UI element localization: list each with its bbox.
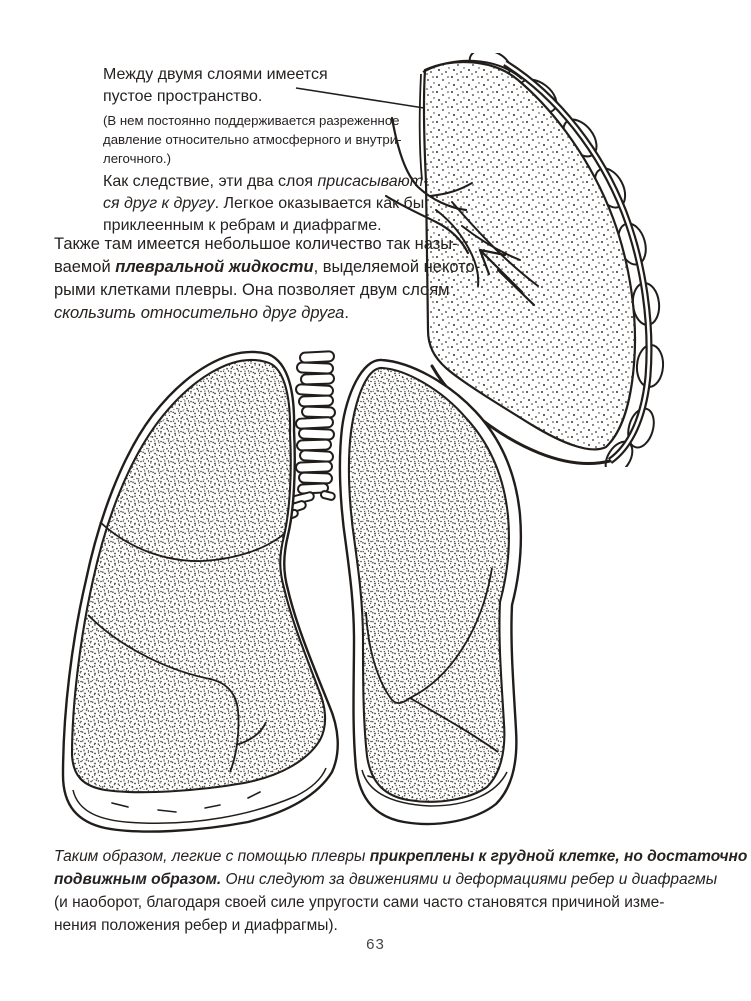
pleura-annotation-paragraph — [103, 64, 433, 237]
text-line — [103, 149, 433, 168]
left-lung — [72, 360, 325, 792]
pleural-fluid-paragraph — [54, 233, 481, 325]
text-line — [54, 845, 748, 868]
text-segment: Между двумя слоями имеется — [103, 66, 328, 83]
text-segment-italic: Таким образом, легкие с помощью плевры — [54, 848, 370, 865]
text-line — [103, 193, 433, 215]
page-number: 63 — [366, 936, 385, 953]
text-segment-italic: ся друг к другу — [103, 195, 215, 212]
text-line — [54, 302, 454, 325]
text-line — [54, 279, 454, 302]
text-segment-bold-italic: прикреплены к грудной клетке, но достаточно — [369, 848, 748, 865]
text-segment: пустое пространство. — [103, 88, 263, 105]
text-line — [54, 233, 458, 256]
text-segment-italic: скользить относительно друг друга — [54, 304, 345, 322]
text-segment: . Легкое оказывается как бы — [214, 195, 425, 212]
text-line — [54, 868, 718, 891]
text-segment: давление относительно атмосферного и внутри- — [103, 132, 402, 147]
text-segment: нения положения ребер и диафрагмы). — [54, 917, 338, 934]
text-segment: (и наоборот, благодаря своей силе упругости сами часто становятся причиной изме- — [54, 894, 665, 911]
text-line — [103, 171, 433, 193]
text-segment: Как следствие, эти два слоя — [103, 173, 318, 190]
text-segment-italic: Они следуют за движениями и деформациями ребер и диафрагмы — [225, 871, 718, 888]
text-segment-italic: присасывают- — [317, 173, 429, 190]
text-segment: Также там имеется небольшое количество так назы- — [54, 235, 458, 253]
text-line — [103, 64, 433, 86]
lungs-trachea-figure — [55, 345, 537, 840]
text-segment: , выделяемой некото- — [313, 258, 481, 276]
text-line — [103, 130, 433, 149]
text-segment: ваемой — [54, 258, 116, 276]
text-segment-bold-italic: плевральной жидкости — [115, 258, 314, 276]
text-segment: приклеенным к ребрам и диафрагме. — [103, 217, 382, 234]
text-segment-bold-italic: подвижным образом. — [54, 871, 226, 888]
text-segment: легочного.) — [103, 151, 171, 166]
summary-paragraph — [54, 845, 748, 937]
text-line — [54, 891, 714, 914]
text-segment: . — [344, 304, 349, 322]
text-line — [103, 86, 433, 108]
text-line — [54, 256, 481, 279]
text-segment: (В нем постоянно поддерживается разреженное — [103, 113, 400, 128]
text-line — [103, 111, 433, 130]
text-segment: рыми клетками плевры. Она позволяет двум слоям — [54, 281, 450, 299]
text-line — [54, 914, 714, 937]
